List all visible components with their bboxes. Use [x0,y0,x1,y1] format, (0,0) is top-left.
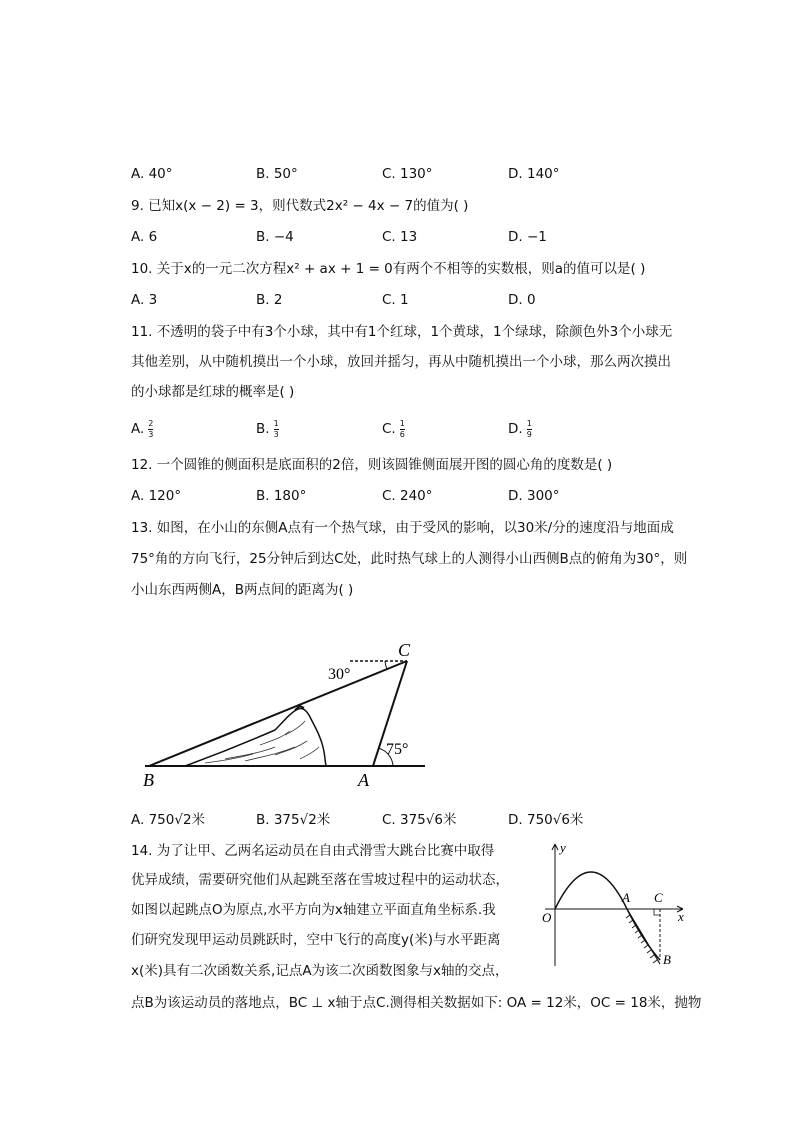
numerator: 1 [273,418,279,428]
q9-option-a[interactable]: A. 6 [131,229,158,245]
label-y: y [560,840,566,855]
q12-option-d[interactable]: D. 300° [508,488,560,504]
q11-option-a[interactable] [131,418,153,440]
q9-option-c[interactable]: C. 13 [382,229,418,245]
numerator: 1 [526,418,532,428]
denominator: 6 [399,429,405,439]
q12-option-c[interactable]: C. 240° [382,488,433,504]
q12-stem: 12. 一个圆锥的侧面积是底面积的2倍，则该圆锥侧面展开图的圆心角的度数是( ) [131,457,613,473]
q13-figure [135,635,435,795]
label-a: A [358,770,369,790]
fraction [148,420,153,439]
label-b: B [663,952,671,967]
option-label: B. [256,421,270,437]
q10-option-b[interactable]: B. 2 [256,292,283,308]
q13-option-a[interactable]: A. 750√2米 [131,812,206,828]
q11-option-b[interactable] [256,418,279,440]
fraction [400,420,405,439]
q9-option-b[interactable]: B. −4 [256,229,294,245]
q14-line-5: x(米)具有二次函数关系,记点A为该二次函数图象与x轴的交点， [131,963,509,979]
q8-option-c[interactable]: C. 130° [382,166,433,182]
numerator: 2 [148,418,154,428]
q13-option-b[interactable]: B. 375√2米 [256,812,331,828]
label-x: x [678,909,684,924]
q9-stem: 9. 已知x(x − 2) = 3，则代数式2x² − 4x − 7的值为( ) [131,198,469,214]
q8-option-a[interactable]: A. 40° [131,166,173,182]
q13-line-1: 13. 如图，在小山的东侧A点有一个热气球，由于受风的影响，以30米/分的速度沿与地面成 [131,520,674,536]
parabola [555,872,627,909]
q11-line-3: 的小球都是红球的概率是( ) [131,384,295,400]
q10-option-a[interactable]: A. 3 [131,292,158,308]
q11-line-2: 其他差别，从中随机摸出一个小球，放回并摇匀，再从中随机摸出一个小球，那么两次摸出 [131,354,671,370]
slope-hatching [626,915,657,963]
label-c: C [654,890,663,905]
label-o: O [542,910,552,925]
q13-line-2: 75°角的方向飞行，25分钟后到达C处，此时热气球上的人测得小山西侧B点的俯角为30°，则 [131,551,688,567]
denominator: 3 [148,429,154,439]
angle-30-label: 30° [328,666,351,683]
right-angle-mark [654,909,660,915]
q12-option-a[interactable]: A. 120° [131,488,182,504]
slope-ab [627,909,660,964]
denominator: 3 [273,429,279,439]
option-label: D. [508,421,523,437]
line-bc [149,661,407,766]
angle-arc-30 [385,661,387,669]
q13-line-3: 小山东西两侧A，B两点间的距离为( ) [131,582,354,598]
q14-line-4: 们研究发现甲运动员跳跃时，空中飞行的高度y(米)与水平距离 [131,932,501,948]
q10-option-c[interactable]: C. 1 [382,292,409,308]
q14-line-1: 14. 为了让甲、乙两名运动员在自由式滑雪大跳台比赛中取得 [131,843,495,859]
option-label: C. [382,421,396,437]
angle-75-label: 75° [386,741,409,758]
q13-option-d[interactable]: D. 750√6米 [508,812,584,828]
q9-option-d[interactable]: D. −1 [508,229,547,245]
mountain [185,706,326,766]
q12-option-b[interactable]: B. 180° [256,488,307,504]
q14-line-6: 点B为该运动员的落地点，BC ⊥ x轴于点C.测得相关数据如下: OA = 12米，OC = 18米，抛物 [131,995,702,1011]
q11-option-c[interactable] [382,418,405,440]
q8-option-d[interactable]: D. 140° [508,166,560,182]
q11-line-1: 11. 不透明的袋子中有3个小球，其中有1个红球，1个黄球，1个绿球，除颜色外3个小球无 [131,324,673,340]
q14-line-3: 如图以起跳点O为原点,水平方向为x轴建立平面直角坐标系.我 [131,902,496,918]
numerator: 1 [399,418,405,428]
q10-stem: 10. 关于x的一元二次方程x² + ax + 1 = 0有两个不相等的实数根，则a的值可以是( ) [131,261,646,277]
fraction [527,420,532,439]
q13-option-c[interactable]: C. 375√6米 [382,812,457,828]
label-c: C [398,640,411,660]
q14-figure [535,838,695,973]
q10-option-d[interactable]: D. 0 [508,292,536,308]
label-b: B [143,770,154,790]
q14-line-2: 优异成绩，需要研究他们从起跳至落在雪坡过程中的运动状态， [131,872,509,888]
q8-option-b[interactable]: B. 50° [256,166,298,182]
q11-option-d[interactable] [508,418,532,440]
label-a: A [622,890,630,905]
option-label: A. [131,421,145,437]
denominator: 9 [526,429,532,439]
fraction [274,420,279,439]
